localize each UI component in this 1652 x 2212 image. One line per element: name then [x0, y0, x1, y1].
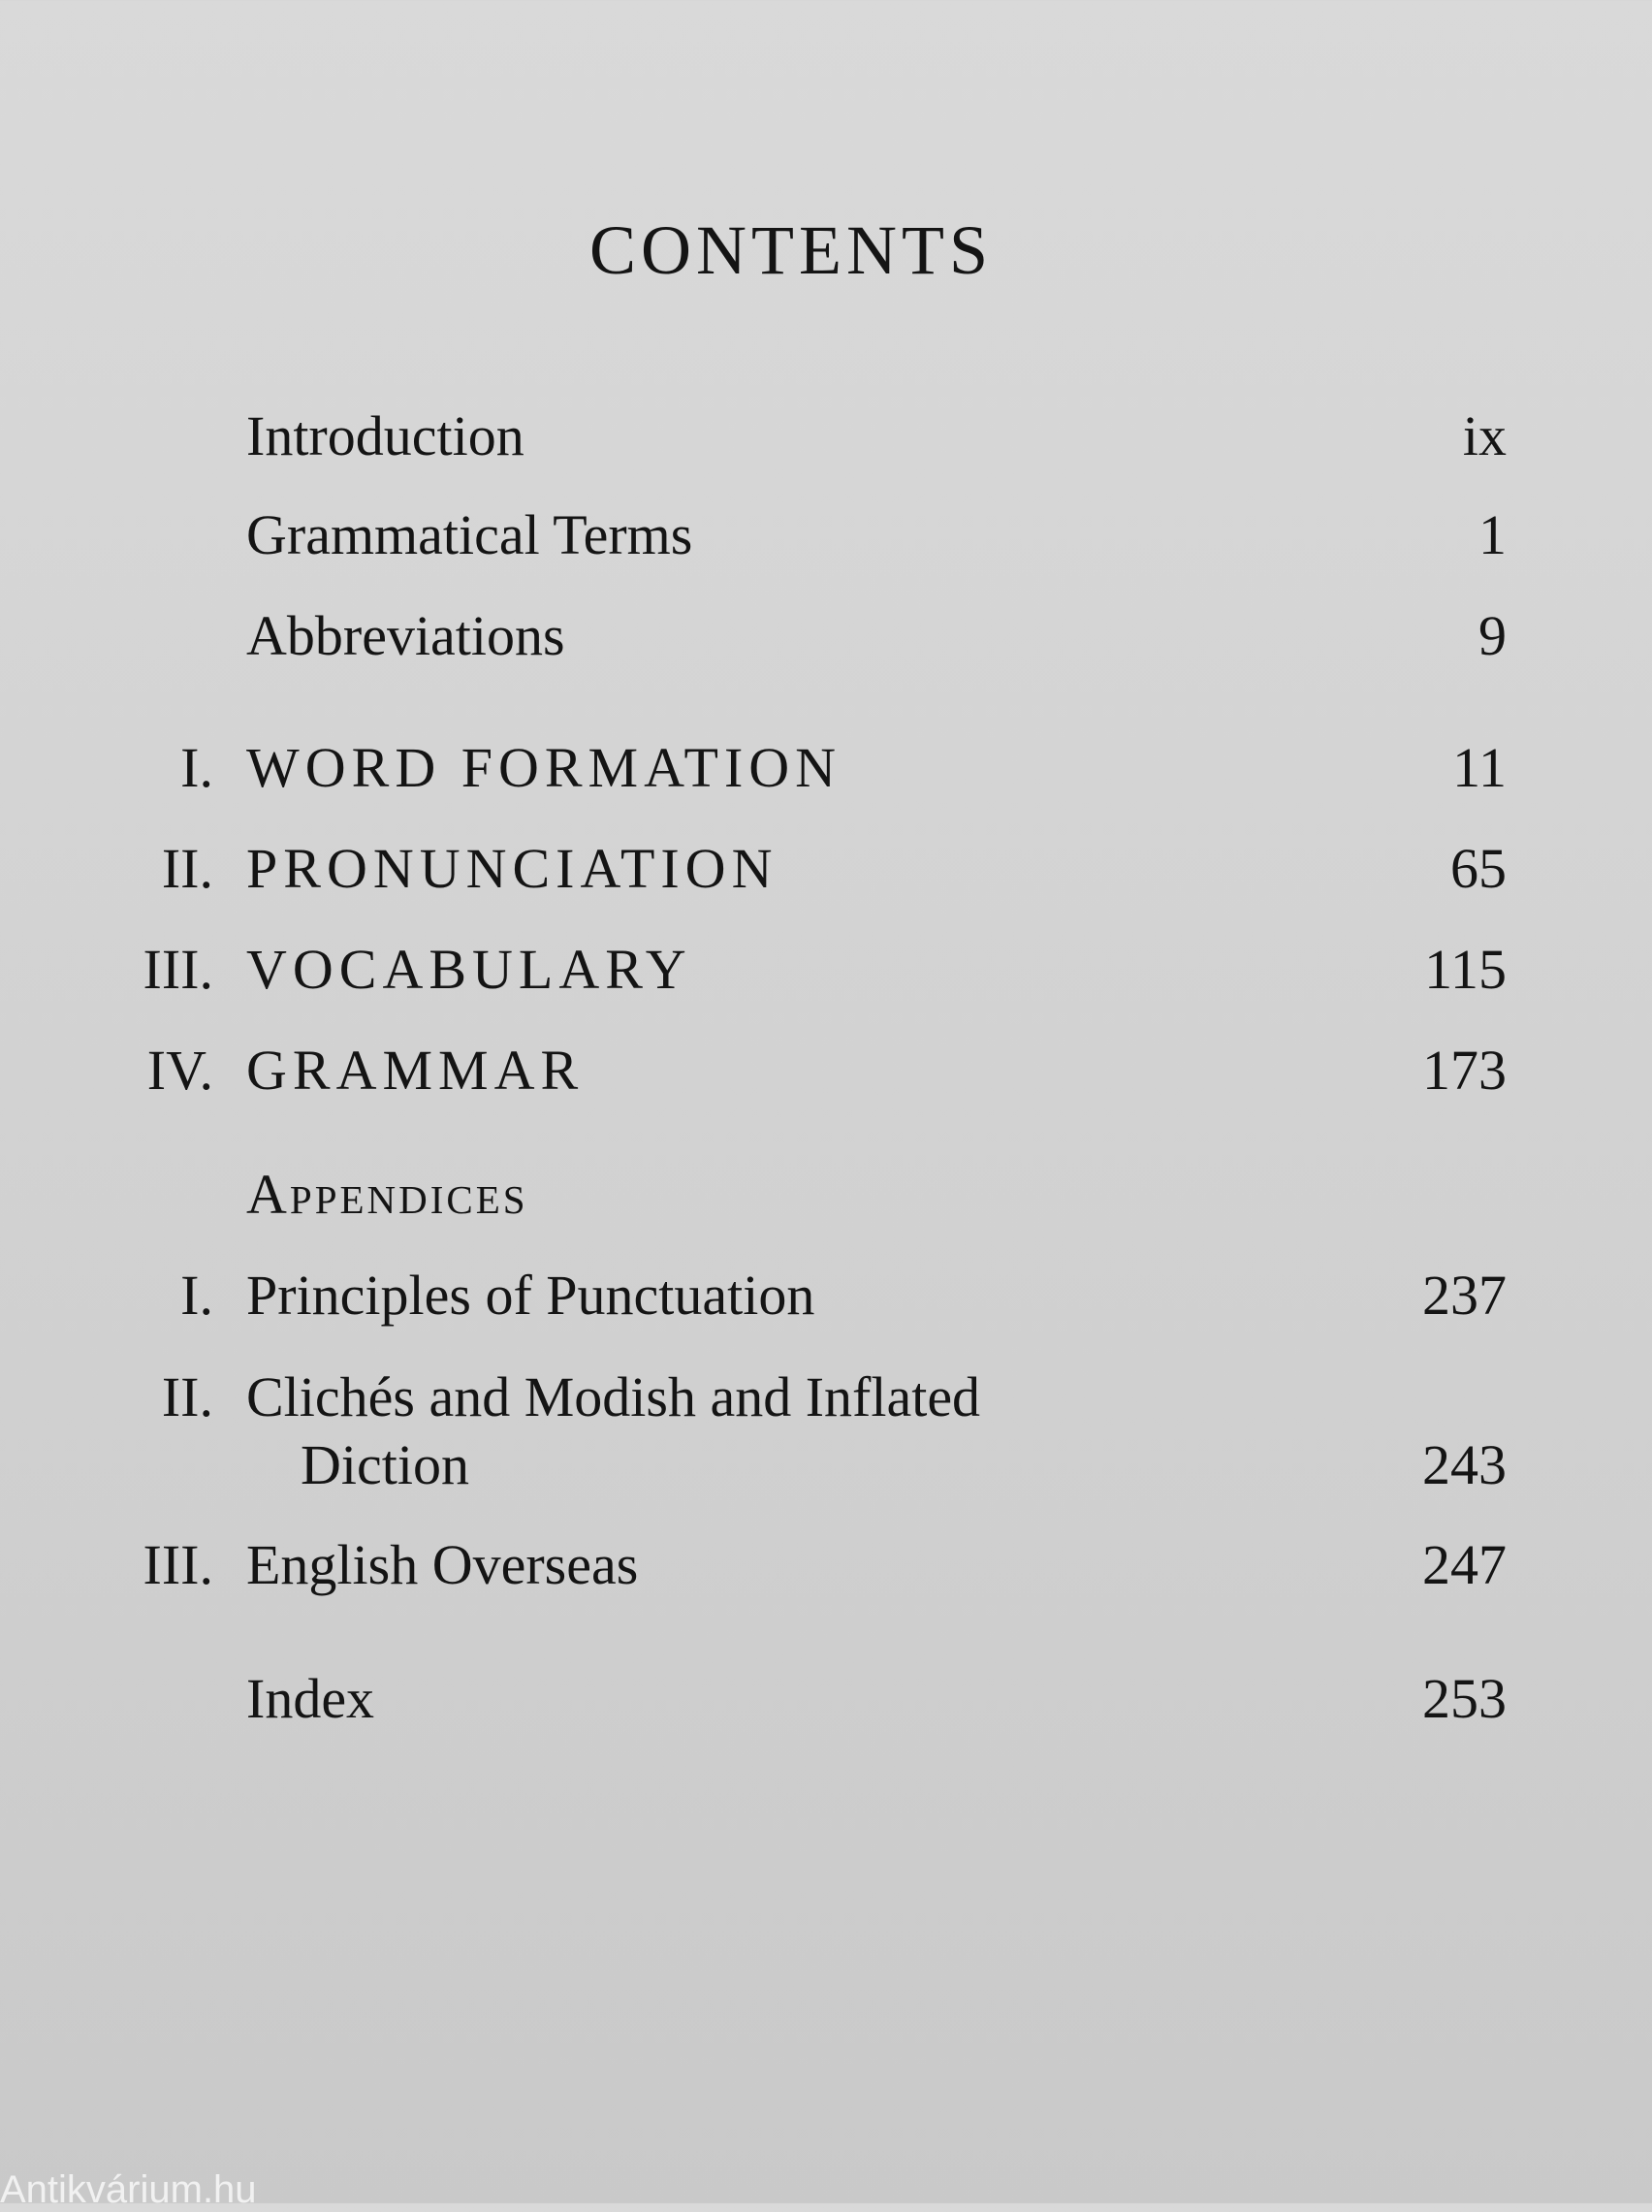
appendices-heading-row — [0, 1156, 1652, 1234]
toc-entry-page: 1 — [1478, 503, 1507, 566]
toc-part-page: 115 — [1424, 938, 1507, 1001]
toc-appendix-number: II. — [161, 1365, 213, 1428]
toc-appendix-page: 243 — [1422, 1433, 1507, 1496]
toc-entry-label: Grammatical Terms — [246, 503, 693, 566]
toc-part-number: IV. — [146, 1039, 213, 1102]
toc-entry-abbreviations — [0, 597, 1652, 675]
toc-part-label: WORD FORMATION — [246, 736, 842, 799]
toc-appendix-number: III. — [143, 1533, 213, 1596]
toc-entry-label: Abbreviations — [246, 604, 565, 667]
toc-part-number: II. — [161, 837, 213, 900]
toc-appendix-label-line1: Clichés and Modish and Inflated — [246, 1365, 981, 1428]
toc-appendix-label — [246, 1363, 980, 1499]
toc-part-vocabulary — [0, 931, 1652, 1009]
toc-entry-page: 253 — [1422, 1667, 1507, 1730]
toc-entry-label: Introduction — [246, 404, 524, 467]
toc-part-page: 65 — [1450, 837, 1507, 900]
toc-part-grammar — [0, 1032, 1652, 1109]
toc-appendix-label: Principles of Punctuation — [246, 1264, 815, 1327]
toc-appendix-english-overseas — [0, 1526, 1652, 1604]
toc-appendix-page: 237 — [1422, 1264, 1507, 1327]
toc-entry-page: ix — [1462, 404, 1507, 467]
toc-entry-grammatical-terms — [0, 497, 1652, 574]
toc-entry-introduction — [0, 398, 1652, 475]
toc-entry-label: Index — [246, 1667, 375, 1730]
toc-part-label: PRONUNCIATION — [246, 837, 778, 900]
toc-appendix-label-line2: Diction — [301, 1433, 469, 1496]
toc-part-number: III. — [143, 938, 213, 1001]
toc-part-word-formation — [0, 729, 1652, 807]
toc-part-pronunciation — [0, 830, 1652, 908]
watermark-text: Antikvárium.hu — [0, 2168, 257, 2211]
toc-appendix-number: I. — [180, 1264, 213, 1327]
toc-entry-page: 9 — [1478, 604, 1507, 667]
toc-appendix-cliches — [0, 1363, 1652, 1499]
toc-part-label: VOCABULARY — [246, 938, 692, 1001]
toc-part-page: 11 — [1452, 736, 1507, 799]
toc-part-page: 173 — [1422, 1039, 1507, 1102]
toc-entry-index — [0, 1660, 1652, 1738]
toc-appendix-punctuation — [0, 1257, 1652, 1334]
toc-part-number: I. — [180, 736, 213, 799]
toc-appendix-page: 247 — [1422, 1533, 1507, 1596]
appendices-heading: Appendices — [246, 1163, 528, 1226]
toc-part-label: GRAMMAR — [246, 1039, 585, 1102]
toc-appendix-label: English Overseas — [246, 1533, 639, 1596]
page-title: CONTENTS — [589, 211, 993, 289]
